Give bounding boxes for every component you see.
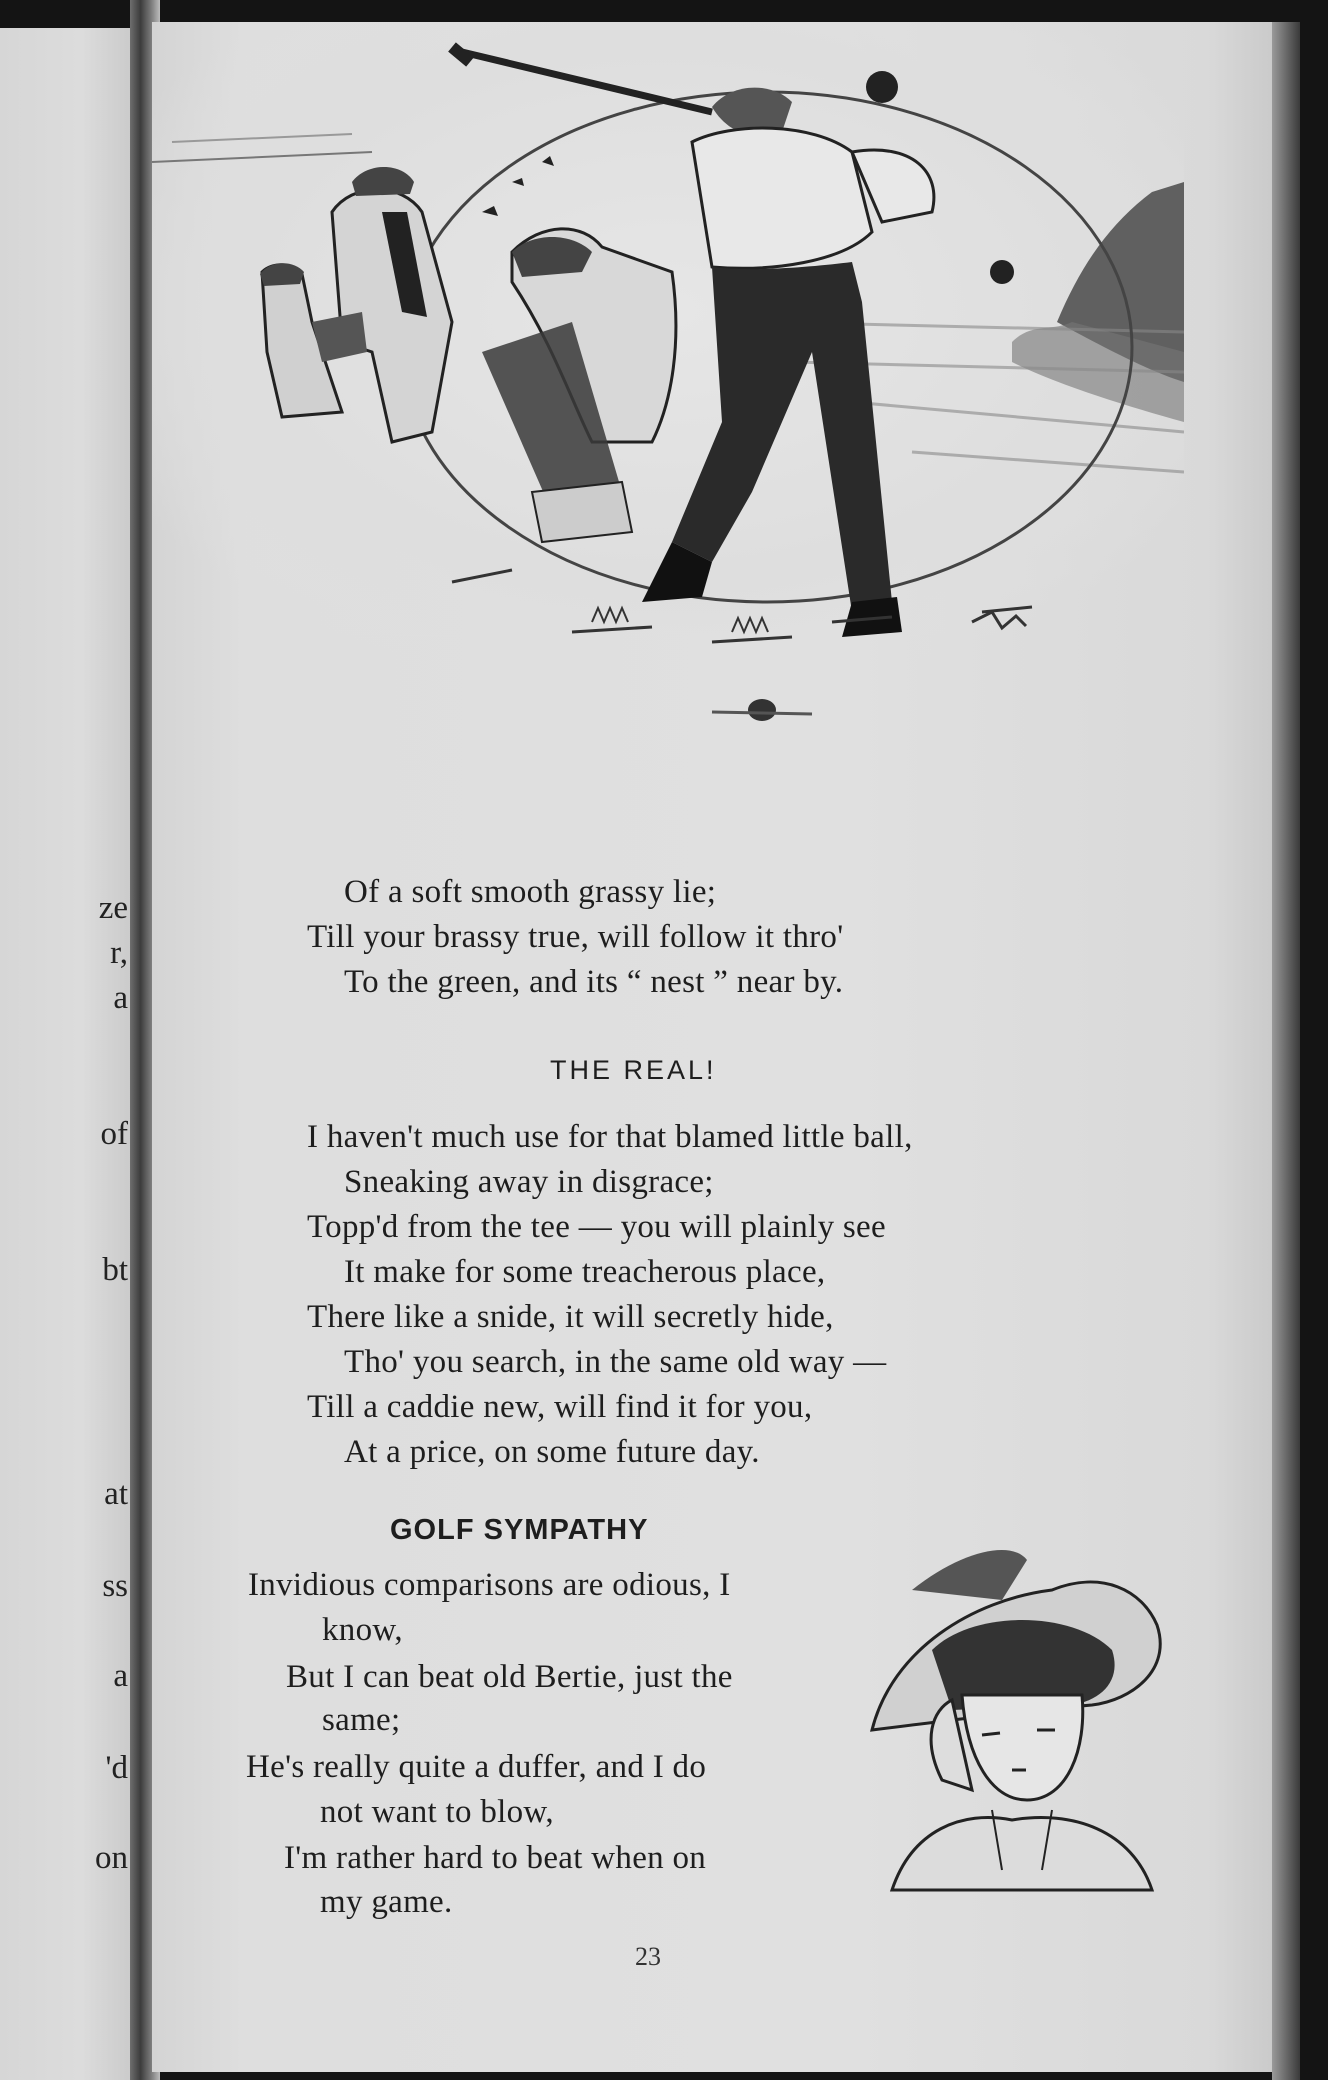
- poem-line: know,: [322, 1612, 403, 1648]
- left-page-fragment: a: [113, 1658, 128, 1694]
- left-page-fragment: ze: [98, 890, 128, 926]
- poem-line: It make for some treacherous place,: [344, 1254, 826, 1290]
- poem-line: Tho' you search, in the same old way —: [344, 1344, 887, 1380]
- left-page-fragment: at: [104, 1476, 128, 1512]
- poem-line: Invidious comparisons are odious, I: [248, 1567, 731, 1603]
- poem-line: my game.: [320, 1884, 453, 1920]
- book-page: [152, 22, 1300, 2072]
- previous-page: [0, 28, 136, 2080]
- left-page-fragment: r,: [110, 935, 128, 971]
- left-page-fragment: 'd: [105, 1750, 128, 1786]
- poem-line: Topp'd from the tee — you will plainly see: [307, 1209, 886, 1245]
- left-page-fragment: of: [100, 1116, 128, 1152]
- poem-line: same;: [322, 1702, 401, 1738]
- verse-line: To the green, and its “ nest ” near by.: [344, 964, 844, 1000]
- poem-line: I'm rather hard to beat when on: [284, 1840, 707, 1876]
- lady-illustration: [852, 1530, 1182, 1910]
- golfer-illustration: [152, 22, 1184, 802]
- poem-line: He's really quite a duffer, and I do: [246, 1749, 707, 1785]
- left-page-fragment: on: [95, 1840, 128, 1876]
- poem-line: But I can beat old Bertie, just the: [286, 1659, 733, 1695]
- poem-title-golf-sympathy: GOLF SYMPATHY: [390, 1514, 649, 1546]
- verse-line: Till your brassy true, will follow it thro': [307, 919, 844, 955]
- poem-line: I haven't much use for that blamed little ball,: [307, 1119, 913, 1155]
- verse-line: Of a soft smooth grassy lie;: [344, 874, 717, 910]
- left-page-fragment: bt: [102, 1252, 128, 1288]
- poem-line: Till a caddie new, will find it for you,: [307, 1389, 813, 1425]
- page-edge: [1272, 22, 1300, 2080]
- poem-line: not want to blow,: [320, 1794, 554, 1830]
- page-number: 23: [635, 1942, 661, 1971]
- poem-line: There like a snide, it will secretly hide,: [307, 1299, 834, 1335]
- left-page-fragment: a: [113, 980, 128, 1016]
- poem-line: Sneaking away in disgrace;: [344, 1164, 714, 1200]
- poem-line: At a price, on some future day.: [344, 1434, 760, 1470]
- left-page-fragment: ss: [102, 1568, 128, 1604]
- poem-title-the-real: THE REAL!: [550, 1055, 717, 1085]
